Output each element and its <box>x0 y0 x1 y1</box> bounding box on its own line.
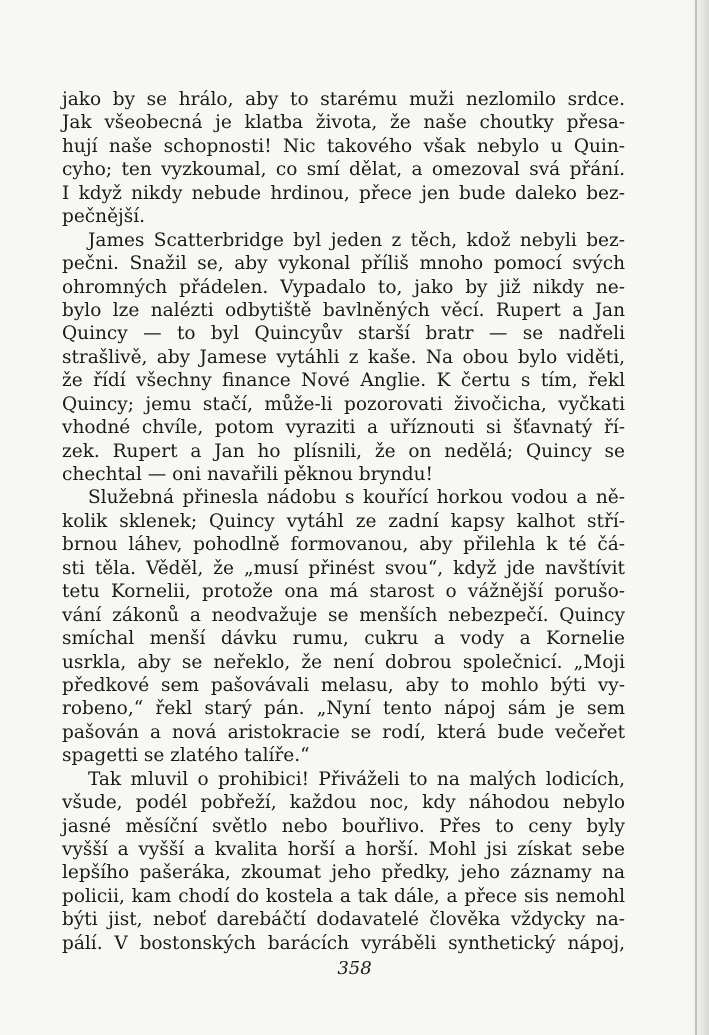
text-line: Quincy; jemu stačí, může-li pozorovati živočicha, vyčkati <box>62 393 625 415</box>
text-line: sti těla. Věděl, že „musí přinést svou“, když jde navštívit <box>62 557 625 579</box>
text-line: pálí. V bostonských barácích vyráběli synthetický nápoj, <box>62 932 625 954</box>
text-line: Služebná přinesla nádobu s kouřící horkou vodou a ně- <box>88 487 625 509</box>
text-line: ohromných přádelen. Vypadalo to, jako by již nikdy ne- <box>62 276 625 298</box>
text-line: lepšího pašeráka, zkoumat jeho předky, jeho záznamy na <box>62 862 625 884</box>
text-line: jako by se hrálo, aby to starému muži nezlomilo srdce. <box>62 89 625 110</box>
page-edge <box>691 0 709 1035</box>
text-line: James Scatterbridge byl jeden z těch, kdož nebyli bez- <box>88 229 625 251</box>
paragraph-2 <box>62 229 625 487</box>
text-line: tetu Kornelii, protože ona má starost o vážnější porušo- <box>62 581 625 603</box>
page-binding-edge <box>695 0 697 1035</box>
text-line: spagetti se zlatého talíře.“ <box>62 745 310 767</box>
text-line: býti jist, neboť darebáčtí dodavatelé člověka vždycky na- <box>62 909 625 931</box>
text-line: Quincy — to byl Quincyův starší bratr — se nadřeli <box>62 323 625 345</box>
text-line: pečnější. <box>62 206 146 228</box>
text-line: že řídí všechny finance Nové Anglie. K čertu s tím, řekl <box>62 370 625 392</box>
text-line: bylo lze nalézti odbytiště bavlněných věcí. Rupert a Jan <box>62 299 625 321</box>
paragraph-4 <box>62 768 625 956</box>
text-line: cyho; ten vyzkoumal, co smí dělat, a omezoval svá přání. <box>62 159 625 181</box>
text-line: pašován a nová aristokracie se rodí, která bude večeřet <box>62 721 625 743</box>
text-line: robeno,“ řekl starý pán. „Nyní tento nápoj sám je sem <box>62 698 625 720</box>
text-line: vání zákonů a neodvažuje se menších nebezpečí. Quincy <box>62 604 625 626</box>
text-line: všude, podél pobřeží, každou noc, kdy náhodou nebylo <box>62 792 625 814</box>
paragraph-1 <box>62 88 625 229</box>
text-line: usrkla, aby se neřeklo, že není dobrou společnicí. „Moji <box>62 651 625 673</box>
page-number: 358 <box>337 958 372 979</box>
text-line: strašlivě, aby Jamese vytáhli z kaše. Na obou bylo viděti, <box>62 346 625 368</box>
text-line: smíchal menší dávku rumu, cukru a vody a Kornelie <box>62 628 625 650</box>
text-line: pečni. Snažil se, aby vykonal příliš mnoho pomocí svých <box>62 253 625 275</box>
text-line: policii, kam chodí do kostela a tak dále, a přece sis nemohl <box>62 885 625 907</box>
text-line: brnou láhev, pohodlně formovanou, aby přilehla k té čá- <box>62 534 625 556</box>
text-line: chechtal — oni navařili pěknou bryndu! <box>62 464 433 485</box>
text-line: Jak všeobecná je klatba života, že naše choutky přesa- <box>62 112 625 134</box>
text-line: vhodné chvíle, potom vyraziti a uříznouti si šťavnatý ří- <box>62 417 625 439</box>
paragraph-3 <box>62 486 625 767</box>
text-line: vyšší a vyšší a kvalita horší a horší. Mohl jsi získat sebe <box>62 839 625 860</box>
text-line: předkové sem pašovávali melasu, aby to mohlo býti vy- <box>62 674 625 696</box>
text-line: zek. Rupert a Jan ho plísnili, že on nedělá; Quincy se <box>62 440 625 462</box>
text-line: Tak mluvil o prohibici! Přiváželi to na malých lodicích, <box>88 768 625 790</box>
text-line: hují naše schopnosti! Nic takového však nebylo u Quin- <box>62 135 625 157</box>
text-line: kolik sklenek; Quincy vytáhl ze zadní kapsy kalhot stří- <box>62 510 625 532</box>
text-line: I když nikdy nebude hrdinou, přece jen bude daleko bez- <box>62 182 625 204</box>
book-page-text <box>62 88 625 955</box>
text-line: jasné měsíční světlo nebo bouřlivo. Přes to ceny byly <box>62 815 625 837</box>
